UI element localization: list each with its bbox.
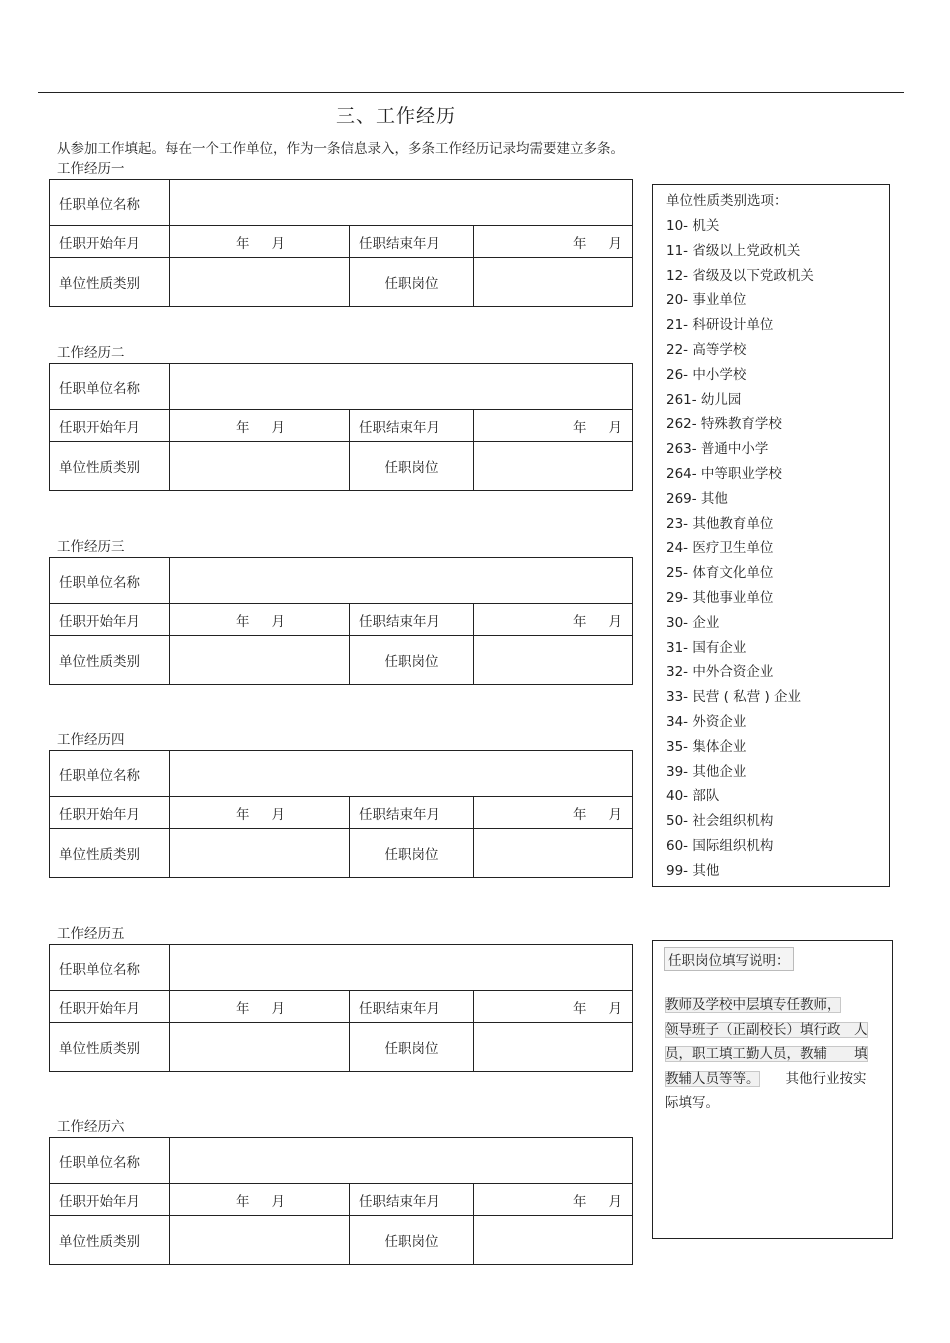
start-date-field[interactable] (170, 226, 350, 258)
unit-type-option: 32- 中外合资企业 (666, 664, 774, 681)
top-rule (38, 92, 904, 93)
post-field[interactable] (474, 258, 633, 307)
end-date-label: 任职结束年月 (350, 1184, 474, 1216)
page-title: 三、工作经历 (336, 105, 457, 127)
month-label: 月 (608, 235, 623, 252)
end-date-label: 任职结束年月 (350, 991, 474, 1023)
end-date-label: 任职结束年月 (350, 410, 474, 442)
start-date-label: 任职开始年月 (50, 226, 170, 258)
unit-type-label: 单位性质类别 (50, 442, 170, 491)
month-label: 月 (271, 235, 285, 252)
unit-type-label: 单位性质类别 (50, 829, 170, 878)
unit-name-label: 任职单位名称 (50, 180, 170, 226)
unit-type-field[interactable] (170, 1216, 350, 1265)
unit-type-option: 263- 普通中小学 (666, 441, 769, 458)
month-label: 月 (271, 613, 285, 630)
end-date-label: 任职结束年月 (350, 604, 474, 636)
post-label: 任职岗位 (350, 829, 474, 878)
experience-label: 工作经历三 (57, 539, 125, 555)
post-note-line: 教师及学校中层填专任教师， (665, 997, 841, 1013)
experience-label: 工作经历五 (57, 926, 125, 942)
unit-type-label: 单位性质类别 (50, 636, 170, 685)
unit-name-field[interactable] (170, 558, 633, 604)
post-label: 任职岗位 (350, 442, 474, 491)
year-label: 年 (236, 419, 250, 436)
unit-type-option: 29- 其他事业单位 (666, 589, 774, 606)
unit-type-label: 单位性质类别 (50, 1216, 170, 1265)
month-label: 月 (271, 806, 285, 823)
year-label: 年 (236, 613, 250, 630)
end-date-field[interactable] (474, 410, 633, 442)
unit-name-label: 任职单位名称 (50, 1138, 170, 1184)
month-label: 月 (608, 806, 623, 823)
end-date-field[interactable] (474, 991, 633, 1023)
year-label: 年 (236, 235, 250, 252)
unit-type-option: 39- 其他企业 (666, 763, 747, 780)
intro-text: 从参加工作填起。每在一个工作单位，作为一条信息录入，多条工作经历记录均需要建立多条。 (57, 141, 624, 157)
unit-type-option: 23- 其他教育单位 (666, 515, 774, 532)
year-label: 年 (236, 1000, 250, 1017)
unit-name-field[interactable] (170, 945, 633, 991)
post-note-line: 教辅人员等等。 (665, 1070, 760, 1087)
unit-type-field[interactable] (170, 636, 350, 685)
start-date-field[interactable] (170, 991, 350, 1023)
unit-type-label: 单位性质类别 (50, 1023, 170, 1072)
start-date-label: 任职开始年月 (50, 410, 170, 442)
unit-type-option: 99- 其他 (666, 862, 720, 879)
unit-type-option: 11- 省级以上党政机关 (666, 242, 801, 259)
month-label: 月 (608, 1193, 623, 1210)
start-date-label: 任职开始年月 (50, 604, 170, 636)
month-label: 月 (608, 419, 623, 436)
post-field[interactable] (474, 829, 633, 878)
end-date-field[interactable] (474, 604, 633, 636)
experience-table (49, 944, 633, 1072)
start-date-label: 任职开始年月 (50, 991, 170, 1023)
unit-type-option: 12- 省级及以下党政机关 (666, 267, 814, 284)
year-label: 年 (573, 1193, 587, 1210)
unit-type-option: 261- 幼儿园 (666, 391, 742, 408)
post-note-box (652, 940, 893, 1239)
unit-type-option: 10- 机关 (666, 218, 720, 234)
month-label: 月 (271, 1000, 285, 1017)
unit-name-field[interactable] (170, 1138, 633, 1184)
unit-type-option: 50- 社会组织机构 (666, 813, 774, 830)
experience-table (49, 750, 633, 878)
month-label: 月 (271, 419, 285, 436)
start-date-field[interactable] (170, 410, 350, 442)
year-label: 年 (573, 613, 587, 630)
month-label: 月 (271, 1193, 285, 1210)
start-date-field[interactable] (170, 1184, 350, 1216)
unit-type-option: 35- 集体企业 (666, 738, 747, 755)
unit-type-option: 264- 中等职业学校 (666, 465, 782, 482)
start-date-field[interactable] (170, 797, 350, 829)
experience-label: 工作经历四 (57, 732, 125, 748)
unit-name-label: 任职单位名称 (50, 945, 170, 991)
year-label: 年 (236, 806, 250, 823)
post-note-line: 员，职工填工勤人员，教辅 填 (665, 1046, 868, 1062)
post-field[interactable] (474, 636, 633, 685)
end-date-field[interactable] (474, 797, 633, 829)
year-label: 年 (573, 1000, 587, 1017)
unit-name-label: 任职单位名称 (50, 558, 170, 604)
unit-type-option: 30- 企业 (666, 614, 720, 631)
post-note-line: 其他行业按实 (785, 1070, 867, 1087)
unit-type-label: 单位性质类别 (50, 258, 170, 307)
unit-type-field[interactable] (170, 1023, 350, 1072)
unit-name-label: 任职单位名称 (50, 751, 170, 797)
experience-table (49, 1137, 633, 1265)
unit-name-field[interactable] (170, 364, 633, 410)
end-date-label: 任职结束年月 (350, 226, 474, 258)
year-label: 年 (573, 419, 587, 436)
unit-name-label: 任职单位名称 (50, 364, 170, 410)
unit-type-option: 269- 其他 (666, 490, 728, 507)
unit-type-field[interactable] (170, 829, 350, 878)
month-label: 月 (608, 1000, 623, 1017)
post-note-line: 际填写。 (665, 1095, 719, 1111)
experience-label: 工作经历一 (57, 161, 125, 177)
experience-table (49, 557, 633, 685)
start-date-label: 任职开始年月 (50, 797, 170, 829)
unit-type-options-list (666, 214, 889, 884)
post-note-body (665, 993, 889, 1116)
year-label: 年 (573, 235, 587, 252)
unit-type-option: 22- 高等学校 (666, 341, 747, 358)
unit-type-options-header: 单位性质类别选项： (666, 193, 788, 209)
end-date-field[interactable] (474, 226, 633, 258)
post-note-line: 领导班子（正副校长）填行政 人 (665, 1021, 868, 1038)
unit-name-field[interactable] (170, 180, 633, 226)
unit-type-option: 24- 医疗卫生单位 (666, 540, 774, 557)
unit-type-option: 33- 民营 ( 私营 ) 企业 (666, 689, 802, 706)
unit-type-option: 40- 部队 (666, 788, 720, 805)
unit-type-option: 60- 国际组织机构 (666, 837, 774, 854)
experience-table (49, 363, 633, 491)
year-label: 年 (573, 806, 587, 823)
experience-label: 工作经历二 (57, 345, 125, 361)
unit-type-option: 20- 事业单位 (666, 292, 747, 309)
unit-type-option: 25- 体育文化单位 (666, 565, 774, 582)
month-label: 月 (608, 613, 623, 630)
unit-type-option: 34- 外资企业 (666, 713, 747, 730)
post-field[interactable] (474, 442, 633, 491)
post-label: 任职岗位 (350, 1023, 474, 1072)
unit-type-option: 26- 中小学校 (666, 366, 747, 383)
post-field[interactable] (474, 1023, 633, 1072)
post-label: 任职岗位 (350, 258, 474, 307)
unit-type-field[interactable] (170, 258, 350, 307)
start-date-field[interactable] (170, 604, 350, 636)
end-date-label: 任职结束年月 (350, 797, 474, 829)
post-note-title: 任职岗位填写说明： (664, 947, 794, 971)
unit-type-option: 262- 特殊教育学校 (666, 416, 782, 433)
unit-type-option: 31- 国有企业 (666, 639, 747, 656)
end-date-field[interactable] (474, 1184, 633, 1216)
year-label: 年 (236, 1193, 250, 1210)
unit-type-field[interactable] (170, 442, 350, 491)
start-date-label: 任职开始年月 (50, 1184, 170, 1216)
experience-table (49, 179, 633, 307)
post-label: 任职岗位 (350, 636, 474, 685)
post-field[interactable] (474, 1216, 633, 1265)
post-label: 任职岗位 (350, 1216, 474, 1265)
experience-label: 工作经历六 (57, 1119, 125, 1135)
unit-type-option: 21- 科研设计单位 (666, 317, 774, 334)
unit-type-options-box (652, 184, 890, 887)
unit-name-field[interactable] (170, 751, 633, 797)
